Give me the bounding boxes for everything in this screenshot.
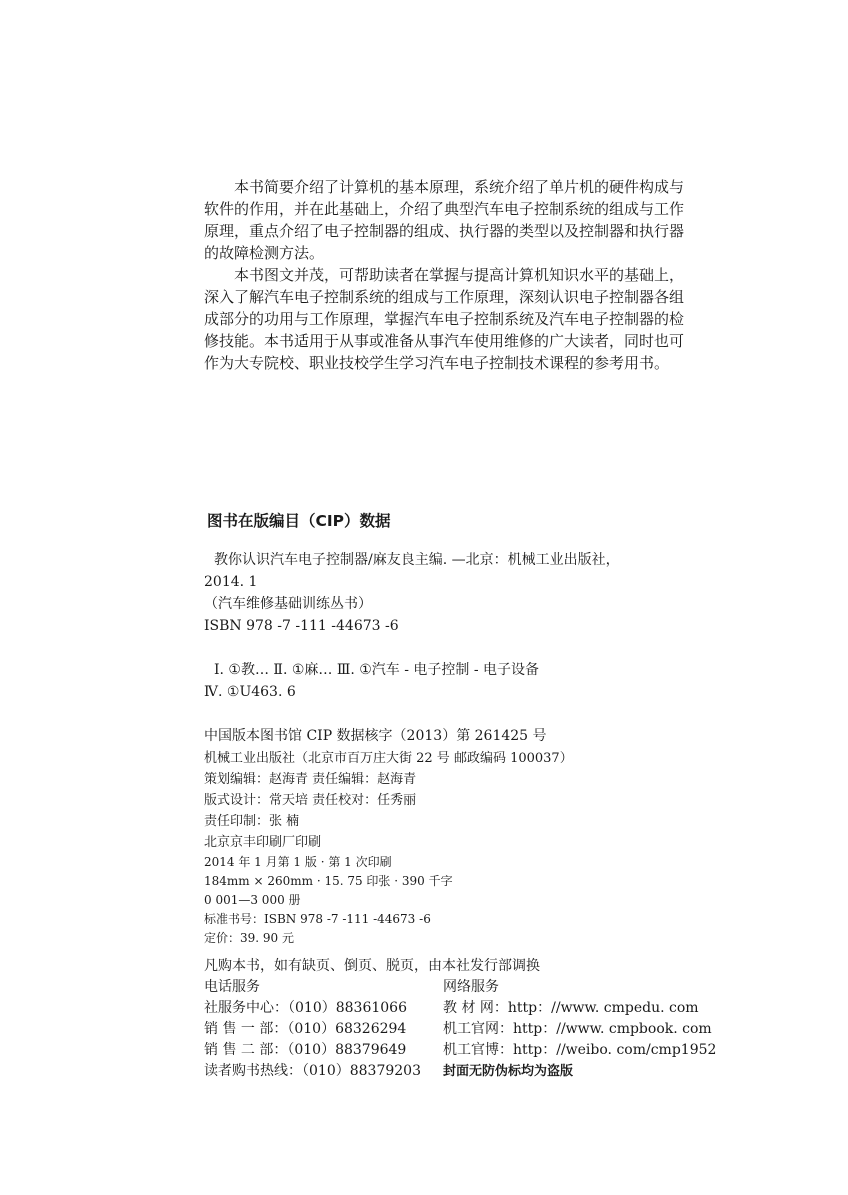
service-row xyxy=(204,1019,716,1040)
cip-isbn-line: ISBN 978 -7 -111 -44673 -6 xyxy=(204,618,399,634)
publisher-address: 机械工业出版社（北京市百万庄大街 22 号 邮政编码 100037） xyxy=(204,751,573,766)
standard-isbn-line: 标准书号：ISBN 978 -7 -111 -44673 -6 xyxy=(204,912,431,926)
service-row xyxy=(204,1061,716,1082)
format-line: 184mm × 260mm · 15. 75 印张 · 390 千字 xyxy=(204,874,453,888)
price-line: 定价：39. 90 元 xyxy=(204,931,294,945)
book-summary xyxy=(204,176,684,374)
service-info xyxy=(204,956,716,1082)
printer-line: 北京京丰印刷厂印刷 xyxy=(204,835,322,850)
cip-heading: 图书在版编目（CIP）数据 xyxy=(207,512,391,530)
cip-classification-line: Ⅰ. ①教… Ⅱ. ①麻… Ⅲ. ①汽车 - 电子控制 - 电子设备 xyxy=(214,662,540,678)
phone-service-center: 社服务中心：（010）88361066 xyxy=(204,1000,407,1016)
cip-approval-line: 中国版本图书馆 CIP 数据核字（2013）第 261425 号 xyxy=(204,728,547,744)
service-row xyxy=(204,1040,716,1061)
edition-line: 2014 年 1 月第 1 版 · 第 1 次印刷 xyxy=(204,855,392,869)
web-official-weibo: 机工官博：http：//weibo. com/cmp1952 xyxy=(443,1042,717,1058)
cip-date-line: 2014. 1 xyxy=(204,574,258,590)
print-responsible-line: 责任印制：张 楠 xyxy=(204,814,300,829)
anti-piracy-notice: 封面无防伪标均为盗版 xyxy=(443,1064,574,1079)
web-service-header: 网络服务 xyxy=(443,979,499,995)
cip-title-line: 教你认识汽车电子控制器/麻友良主编. —北京：机械工业出版社， xyxy=(214,552,620,568)
replacement-notice: 凡购本书，如有缺页、倒页、脱页，由本社发行部调换 xyxy=(204,958,540,974)
cip-record xyxy=(204,549,620,747)
cip-call-number-line: Ⅳ. ①U463. 6 xyxy=(204,684,296,700)
service-row xyxy=(204,998,716,1019)
cip-series-line: （汽车维修基础训练丛书） xyxy=(204,596,372,612)
summary-paragraph-1: 本书简要介绍了计算机的基本原理，系统介绍了单片机的硬件构成与软件的作用，并在此基础上，介绍了典型汽车电子控制系统的组成与工作原理，重点介绍了电子控制器的组成、执行器的类型以及控制器和执行器的故障检测方法。 xyxy=(204,178,685,262)
design-proof-line: 版式设计：常天培 责任校对：任秀丽 xyxy=(204,793,417,808)
phone-sales-dept-2: 销 售 二 部：（010）88379649 xyxy=(204,1042,407,1058)
web-official-site: 机工官网：http：//www. cmpbook. com xyxy=(443,1021,712,1037)
phone-service-header: 电话服务 xyxy=(204,979,260,995)
print-run-line: 0 001—3 000 册 xyxy=(204,893,301,907)
phone-reader-hotline: 读者购书热线：（010）88379203 xyxy=(204,1063,421,1079)
editors-line: 策划编辑：赵海青 责任编辑：赵海青 xyxy=(204,772,417,787)
service-headers xyxy=(204,977,716,998)
summary-paragraph-2: 本书图文并茂，可帮助读者在掌握与提高计算机知识水平的基础上，深入了解汽车电子控制系统的组成与工作原理，深刻认识电子控制器各组成部分的功用与工作原理，掌握汽车电子控制系统及汽车电子控制器的检修技能。本书适用于从事或准备从事汽车使用维修的广大读者，同时也可作为大专院校、职业技校学生学习汽车电子控制技术课程的参考用书。 xyxy=(204,266,685,372)
publisher-info xyxy=(204,748,573,948)
web-textbook-site: 教 材 网：http：//www. cmpedu. com xyxy=(443,1000,699,1016)
phone-sales-dept-1: 销 售 一 部：（010）68326294 xyxy=(204,1021,407,1037)
